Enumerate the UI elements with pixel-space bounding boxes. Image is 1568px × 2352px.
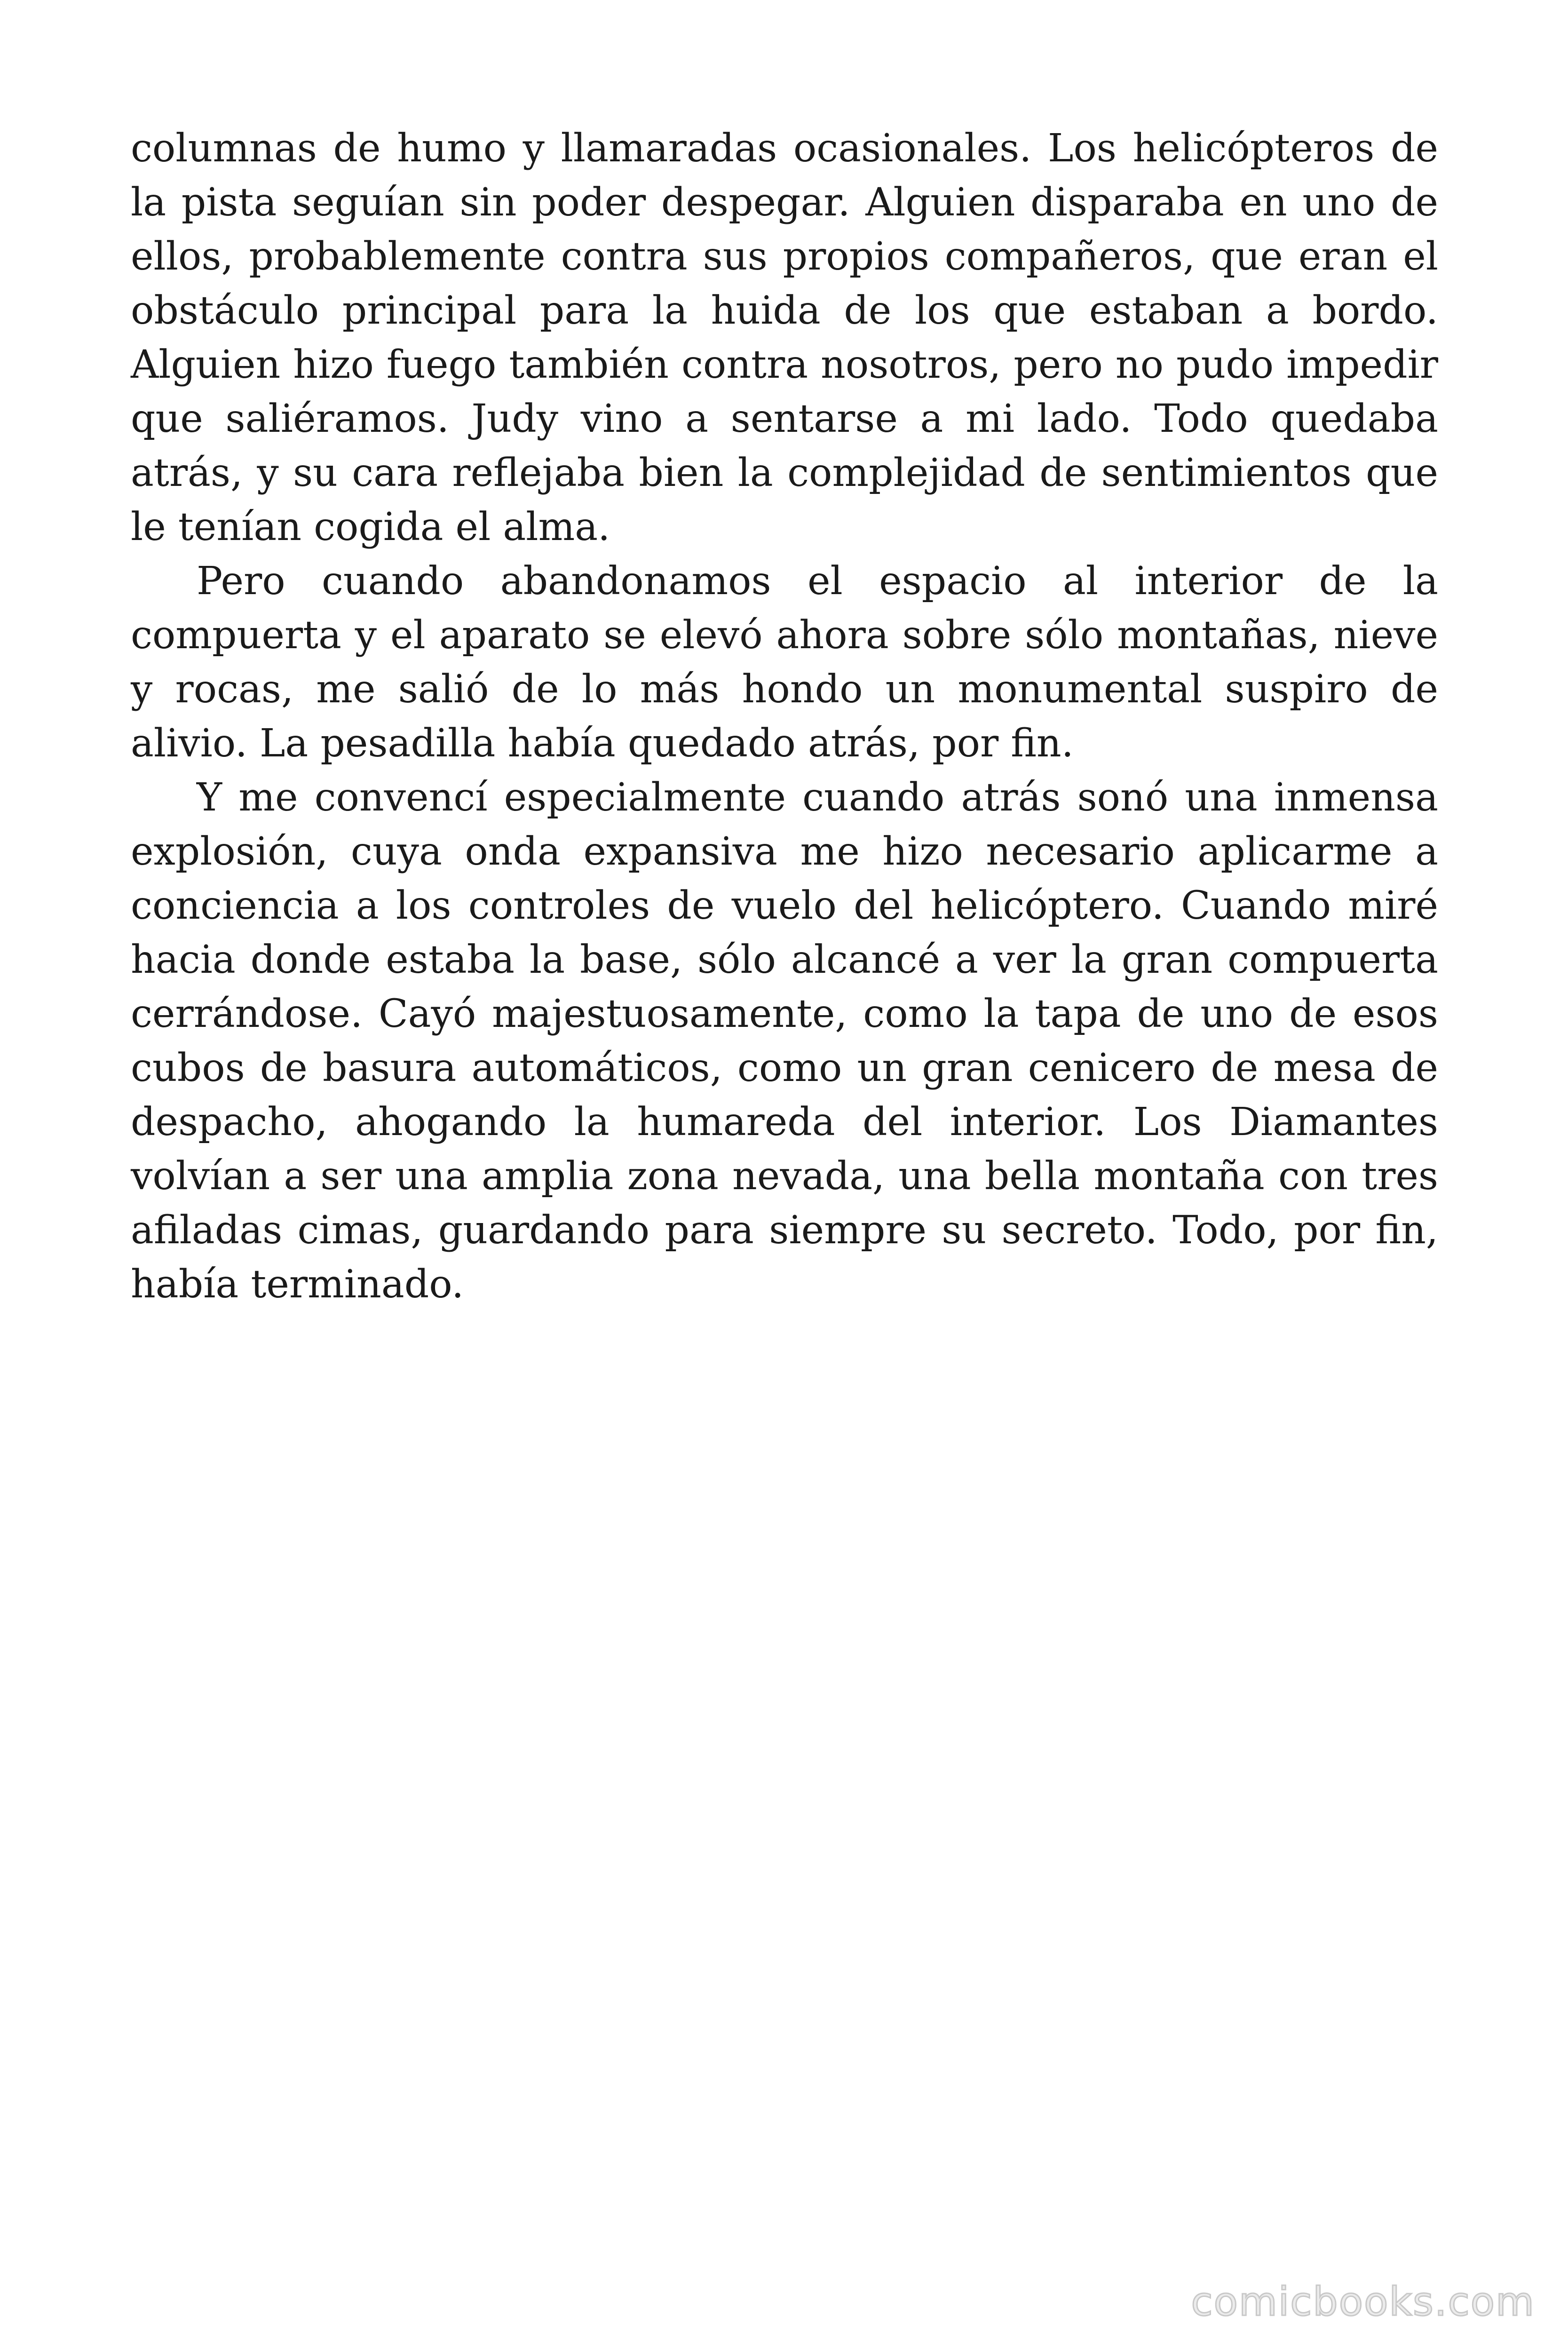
paragraph-1: columnas de humo y llamaradas ocasionales. Los helicópteros de la pista seguían sin poder despegar. Alguien disparaba en uno de ellos, probablemente contra sus propios compañeros, que eran el obstáculo principal para la huida de los que estaban a bordo. Alguien hizo fuego también contra nosotros, pero no pudo impedir que saliéramos. Judy vino a sentarse a mi lado. Todo quedaba atrás, y su cara reflejaba bien la complejidad de sentimientos que le tenían cogida el alma. [131, 126, 1438, 549]
body-text [131, 121, 1438, 1311]
paragraph-3: Y me convencí especialmente cuando atrás sonó una inmensa explosión, cuya onda expansiva me hizo necesario aplicarme a conciencia a los controles de vuelo del helicóptero. Cuando miré hacia donde estaba la base, sólo alcancé a ver la gran compuerta cerrándose. Cayó majestuosamente, como la tapa de uno de esos cubos de basura automáticos, como un gran cenicero de mesa de despacho, ahogando la humareda del interior. Los Diamantes volvían a ser una amplia zona nevada, una bella montaña con tres afiladas cimas, guardando para siempre su secreto. Todo, por fin, había terminado. [131, 775, 1438, 1307]
watermark-logo: comicbooks.com [1191, 2279, 1535, 2325]
paragraph-2: Pero cuando abandonamos el espacio al interior de la compuerta y el aparato se elevó ahora sobre sólo montañas, nieve y rocas, me salió de lo más hondo un monumental suspiro de alivio. La pesadilla había quedado atrás, por fin. [131, 559, 1438, 766]
